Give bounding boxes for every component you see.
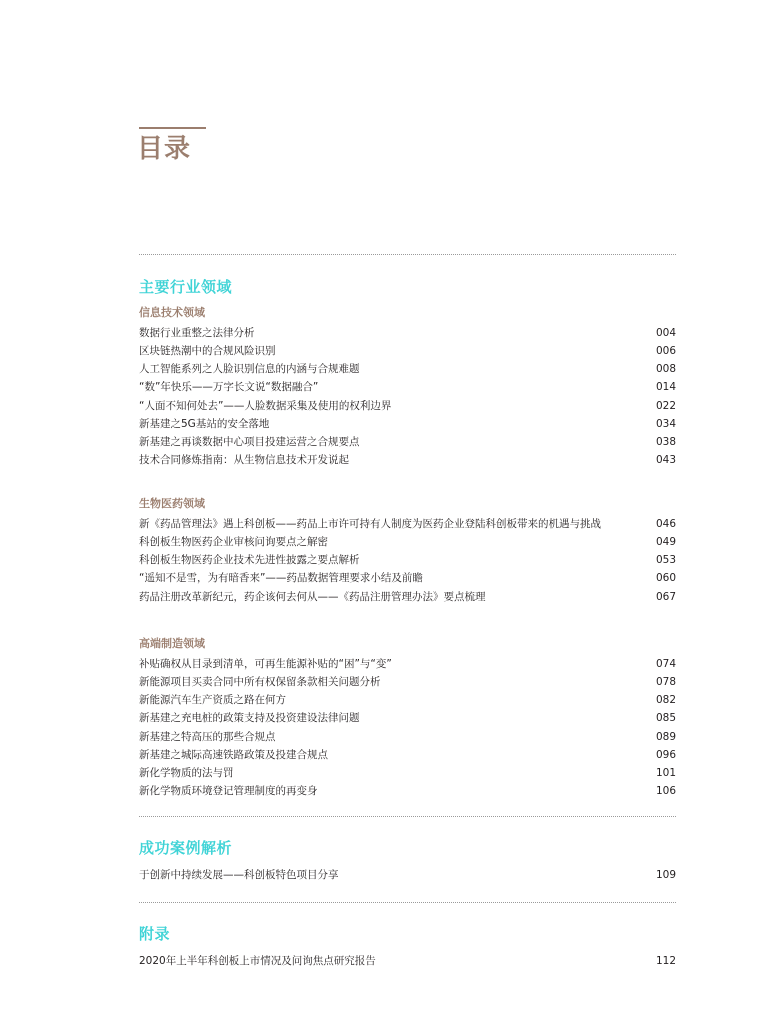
toc-entry-title: 区块链热潮中的合规风险识别 [139,345,276,358]
toc-entry-title: 新基建之充电桩的政策支持及投资建设法律问题 [139,712,360,725]
toc-entry[interactable] [139,515,676,533]
toc-entry[interactable] [139,709,676,727]
toc-entry-title: 2020年上半年科创板上市情况及问询焦点研究报告 [139,955,376,968]
page-title: 目录 [137,134,192,164]
toc-list-appendix [139,952,676,970]
toc-entry[interactable] [139,691,676,709]
toc-entry-page: 106 [655,784,676,797]
toc-entry-title: 数据行业重整之法律分析 [139,327,255,340]
toc-entry[interactable] [139,673,676,691]
toc-entry-page: 046 [655,518,676,531]
toc-entry-title: 新化学物质的法与罚 [139,766,234,779]
toc-entry-title: 新基建之5G基站的安全落地 [139,417,270,430]
toc-entry[interactable] [139,360,676,378]
toc-entry-page: 004 [655,327,676,340]
toc-entry-page: 067 [655,590,676,603]
toc-entry-page: 089 [655,730,676,743]
toc-entry-page: 109 [655,869,676,882]
title-underline [139,127,206,129]
toc-entry-title: “人面不知何处去”——人脸数据采集及使用的权利边界 [139,399,392,412]
toc-entry-title: 新能源汽车生产资质之路在何方 [139,694,286,707]
toc-entry-page: 043 [655,453,676,466]
toc-entry-title: 新基建之特高压的那些合规点 [139,730,276,743]
toc-entry-page: 112 [655,955,676,968]
toc-entry[interactable] [139,342,676,360]
toc-list-case-studies [139,866,676,884]
toc-entry-title: 人工智能系列之人脸识别信息的内涵与合规难题 [139,363,360,376]
toc-entry-title: “遥知不是雪，为有暗香来”——药品数据管理要求小结及前瞻 [139,572,423,585]
toc-entry-title: “数”年快乐——万字长文说“数据融合” [139,381,319,394]
toc-entry-page: 049 [655,536,676,549]
toc-entry[interactable] [139,588,676,606]
toc-entry[interactable] [139,397,676,415]
toc-entry[interactable] [139,746,676,764]
toc-entry[interactable] [139,952,676,970]
toc-entry[interactable] [139,533,676,551]
toc-entry-page: 022 [655,399,676,412]
toc-entry[interactable] [139,866,676,884]
toc-entry[interactable] [139,764,676,782]
toc-entry-title: 药品注册改革新纪元，药企该何去何从——《药品注册管理办法》要点梳理 [139,590,486,603]
divider [139,816,676,817]
toc-list-it [139,324,676,469]
toc-entry[interactable] [139,451,676,469]
toc-entry-page: 085 [655,712,676,725]
toc-entry-title: 新化学物质环境登记管理制度的再变身 [139,784,318,797]
toc-entry-page: 074 [655,658,676,671]
toc-entry-page: 034 [655,417,676,430]
toc-list-manufacturing [139,655,676,800]
group-title-it: 信息技术领域 [139,306,205,319]
toc-entry[interactable] [139,551,676,569]
toc-entry-page: 006 [655,345,676,358]
toc-entry[interactable] [139,569,676,587]
toc-entry-title: 补贴确权从目录到清单，可再生能源补贴的“困”与“变” [139,658,392,671]
toc-entry-page: 101 [655,766,676,779]
toc-entry-title: 新能源项目买卖合同中所有权保留条款相关问题分析 [139,676,381,689]
toc-entry-title: 于创新中持续发展——科创板特色项目分享 [139,869,339,882]
toc-entry-page: 038 [655,435,676,448]
toc-entry-page: 096 [655,748,676,761]
toc-entry-title: 技术合同修炼指南：从生物信息技术开发说起 [139,453,349,466]
toc-entry[interactable] [139,782,676,800]
toc-entry-title: 新基建之再谈数据中心项目投建运营之合规要点 [139,435,360,448]
toc-entry[interactable] [139,324,676,342]
toc-entry-page: 082 [655,694,676,707]
toc-entry-title: 新《药品管理法》遇上科创板——药品上市许可持有人制度为医药企业登陆科创板带来的机遇与挑战 [139,518,601,531]
toc-entry-title: 新基建之城际高速铁路政策及投建合规点 [139,748,328,761]
section-title-main-industries: 主要行业领域 [139,278,233,296]
toc-entry-page: 008 [655,363,676,376]
toc-entry-page: 060 [655,572,676,585]
section-title-appendix: 附录 [139,925,171,943]
toc-entry[interactable] [139,433,676,451]
group-title-manufacturing: 高端制造领域 [139,637,205,650]
toc-list-biomed [139,515,676,606]
toc-entry[interactable] [139,728,676,746]
toc-entry-page: 053 [655,554,676,567]
toc-entry-title: 科创板生物医药企业技术先进性披露之要点解析 [139,554,360,567]
toc-entry-title: 科创板生物医药企业审核问询要点之解密 [139,536,328,549]
divider [139,254,676,255]
toc-entry[interactable] [139,415,676,433]
divider [139,902,676,903]
toc-entry-page: 078 [655,676,676,689]
group-title-biomed: 生物医药领域 [139,497,205,510]
section-title-case-studies: 成功案例解析 [139,839,233,857]
toc-entry[interactable] [139,655,676,673]
toc-entry-page: 014 [655,381,676,394]
toc-entry[interactable] [139,378,676,396]
